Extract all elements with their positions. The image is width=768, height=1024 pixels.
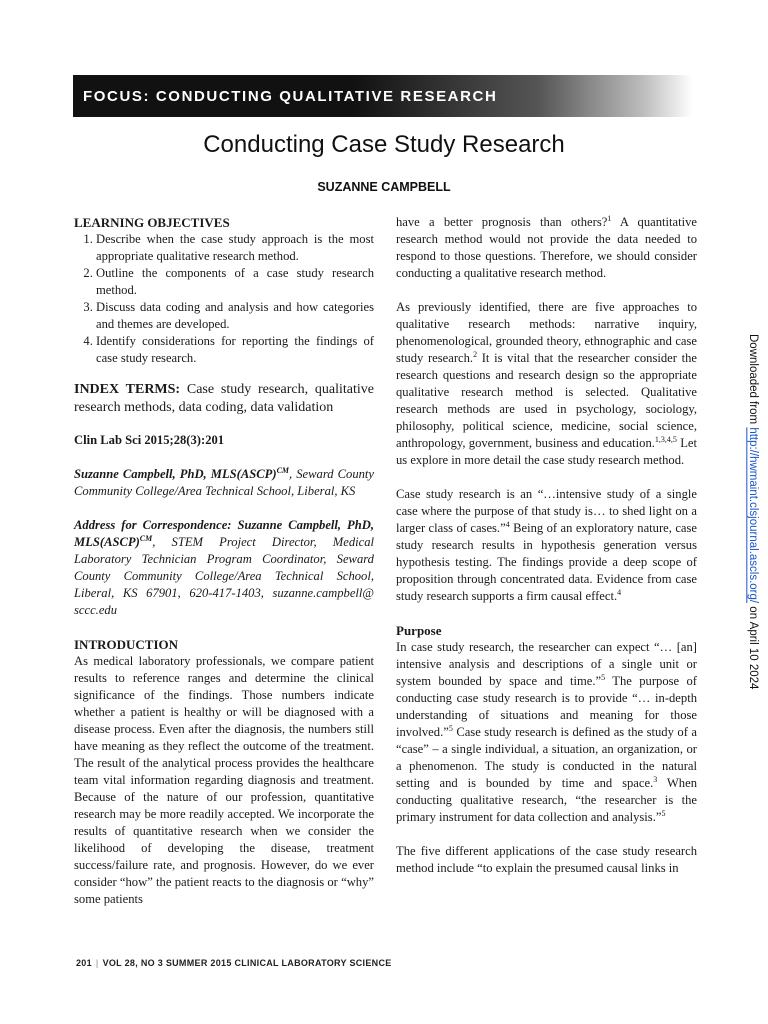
intro-heading: INTRODUCTION [74, 637, 179, 652]
paragraph [396, 299, 697, 469]
correspondence-rest: , Seward County Community College/Area Technical School, Liberal, KS 67901, 620-417-1403, suzanne.campbell@ sccc.edu [74, 552, 374, 617]
correspondence-role2: , Medical Laboratory Technician Program Coordinator [74, 535, 375, 566]
objectives-list [74, 231, 374, 367]
paragraph [396, 639, 697, 826]
page-number: 201 [76, 958, 92, 968]
objective-item: 4. Identify considerations for reporting the findings of case study research. [96, 333, 374, 367]
ref-sup: 2 [473, 349, 478, 359]
paragraph [396, 214, 697, 282]
correspondence-address [74, 517, 374, 619]
page-footer [76, 958, 392, 968]
text-run: It is vital that the researcher consider the research questions and research design so the appropriate qualitative research method is selected. Qualitative research methods are used in psychology, sociology, philosophy, political science, medicine, social science, anthropology, government, business and education. [396, 351, 697, 450]
index-terms-text: Case study research, qualitative research methods, data coding, data validation [74, 382, 374, 415]
journal-link[interactable]: http://hwmaint.clsjournal.ascls.org/ [747, 427, 759, 604]
ref-sup: 5 [661, 808, 666, 818]
correspondence-sup: CM [139, 533, 153, 543]
paragraph [396, 486, 697, 605]
footer-divider: | [95, 958, 99, 968]
ref-sup: 1,3,4,5 [654, 434, 677, 444]
article-title: Conducting Case Study Research [203, 131, 565, 158]
download-suffix: on April 10 2024 [747, 603, 759, 690]
text-run: In case study research, the researcher can expect “… [an] intensive analysis and descriptions of a single unit or system bounded by space and time.” [396, 640, 697, 688]
banner-text: FOCUS: CONDUCTING QUALITATIVE RESEARCH [83, 87, 498, 105]
ref-sup: 3 [653, 774, 658, 784]
text-run: Let us explore in more detail the case study research method. [396, 436, 697, 467]
ref-sup: 5 [448, 723, 453, 733]
affiliation-name: Suzanne Campbell, PhD, MLS(ASCP) [74, 467, 277, 481]
text-run: When conducting qualitative research, “the researcher is the primary instrument for data collection and analysis.” [396, 776, 697, 824]
purpose-heading: Purpose [396, 623, 442, 638]
objective-item: 3. Discuss data coding and analysis and how categories and themes are developed. [96, 299, 374, 333]
objectives-heading: LEARNING OBJECTIVES [74, 215, 230, 230]
affiliation-sup: CM [276, 465, 290, 475]
correspondence-role: , STEM Project Director [152, 535, 314, 549]
text-run: As previously identified, there are five approaches to qualitative research methods: narrative inquiry, phenomenological, grounded theory, ethnographic and case study research. [396, 300, 697, 365]
objective-item: 1. Describe when the case study approach is the most appropriate qualitative research method. [96, 231, 374, 265]
index-terms [74, 381, 374, 417]
author-affiliation [74, 466, 374, 500]
objective-item: 2. Outline the components of a case study research method. [96, 265, 374, 299]
text-run: Case study research is defined as the study of a “case” – a single individual, a situation, an organization, or a phenomenon. The study is conducted in the natural setting and is bounded by time and space. [396, 725, 697, 790]
right-column [396, 214, 697, 877]
section-banner [73, 75, 693, 117]
ref-sup: 5 [601, 672, 606, 682]
paragraph: The five different applications of the case study research method include “to explain the presumed causal links in [396, 844, 697, 875]
text-run: Case study research is an “…intensive study of a single case where the purpose of that study is… to shed light on a larger class of cases.” [396, 487, 697, 535]
journal-info: VOL 28, NO 3 SUMMER 2015 CLINICAL LABORATORY SCIENCE [102, 958, 392, 968]
text-run: A quantitative research method would not provide the data needed to respond to those questions. Therefore, we should consider conducting a qualitative research method. [396, 215, 697, 280]
ref-sup: 4 [617, 587, 622, 597]
affiliation-rest: , Seward County Community College/Area Technical School, Liberal, KS [74, 467, 374, 498]
correspondence-label: Address for Correspondence: Suzanne Campbell, PhD, MLS(ASCP) [74, 518, 374, 549]
left-column [74, 214, 374, 908]
download-prefix: Downloaded from [747, 334, 759, 428]
download-notice [747, 334, 759, 689]
text-run: have a better prognosis than others? [396, 215, 608, 229]
text-run: Being of an exploratory nature, case study research results in hypothesis generation versus hypothesis testing. The findings provide a deep scope of proposition through concentrated data. Evidence from case study research supports a firm causal effect. [396, 521, 697, 603]
text-run: The purpose of conducting case study research is to provide “… in-depth understanding of situations and meaning for those involved.” [396, 674, 697, 739]
ref-sup: 1 [607, 213, 612, 223]
intro-paragraph: As medical laboratory professionals, we compare patient results to reference ranges and determine the clinical significance of the findings. Those numbers indicate whether a patient is healthy or will be diagnosed with a disease process. Even after the diagnosis, the numbers still have meaning as they reflect the outcome of the treatment. The result of the analytical process provides the healthcare team vital information regarding diagnosis and treatment. Because of the nature of our profession, quantitative research may be more readily accepted. We incorporate the results of quantitative research when we consider the likelihood of developing the disease, treatment success/failure rate, and prognosis. However, do we ever consider “how” the patient reacts to the diagnosis or “why” some patients [74, 654, 374, 906]
index-terms-label: INDEX TERMS: [74, 382, 181, 397]
ref-sup: 4 [505, 519, 510, 529]
citation: Clin Lab Sci 2015;28(3):201 [74, 433, 225, 447]
article-author: SUZANNE CAMPBELL [317, 180, 451, 194]
